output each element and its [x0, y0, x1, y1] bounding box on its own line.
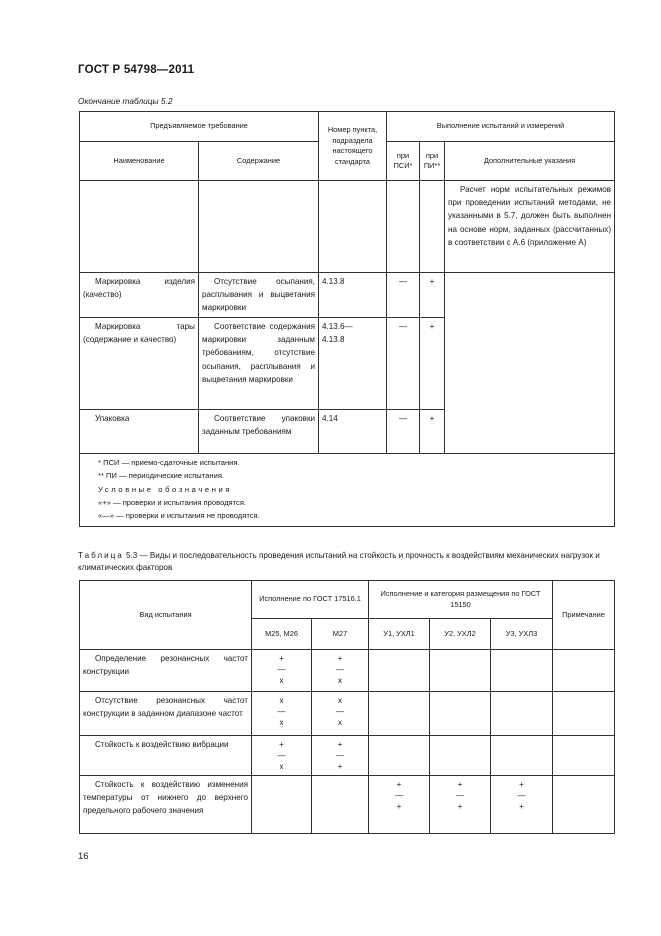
cell-u1 [369, 736, 430, 776]
row-name: Отсутствие резонансных частот конструкции в заданном диапазоне частот [80, 692, 252, 736]
header-pi: при ПИ** [420, 142, 445, 181]
row-psi [387, 181, 420, 273]
table-row [80, 736, 615, 776]
table-row [80, 650, 615, 692]
header-execution: Выполнение испытаний и измерений [387, 112, 615, 142]
cell-u2 [430, 692, 491, 736]
note-psi: * ПСИ — приемо-сдаточные испытания. [98, 458, 240, 467]
table-caption [78, 550, 614, 574]
table-row [80, 181, 615, 273]
row-pi: + [420, 318, 445, 410]
header-extra: Дополнительные указания [445, 142, 615, 181]
header-content: Содержание [199, 142, 319, 181]
cell-u3 [491, 736, 553, 776]
row-clause [319, 181, 387, 273]
cell-note [553, 736, 615, 776]
table-caption-label: Таблица [78, 551, 124, 560]
cell-note [553, 776, 615, 834]
row-pi [420, 181, 445, 273]
row-pi: + [420, 410, 445, 454]
row-clause: 4.13.8 [319, 273, 387, 318]
cell-u3 [491, 650, 553, 692]
cell-u2: + — + [430, 776, 491, 834]
row-pi: + [420, 273, 445, 318]
cell-m27: х — х [312, 692, 369, 736]
cell-m25: х — х [252, 692, 312, 736]
row-clause: 4.13.6— 4.13.8 [319, 318, 387, 410]
header-gost15150: Исполнение и категория размещения по ГОСТ 15150 [369, 581, 553, 619]
cell-m27: + — + [312, 736, 369, 776]
header-psi: при ПСИ* [387, 142, 420, 181]
header-u2: У2, УХЛ2 [430, 619, 491, 650]
row-psi: — [387, 318, 420, 410]
cell-u2 [430, 650, 491, 692]
table-caption-text: 5.3 — Виды и последовательность проведения испытаний на стойкость и прочность к воздействиям механических нагрузок и климатических факторов [78, 551, 600, 572]
row-psi: — [387, 410, 420, 454]
cell-m27 [312, 776, 369, 834]
note-dash: «—» — проверки и испытания не проводятся. [98, 511, 260, 521]
table-notes [80, 454, 615, 527]
row-content: Соответствие упаковки заданным требованиям [199, 410, 319, 454]
header-m25: М25, М26 [252, 619, 312, 650]
header-requirement: Предъявляемое требование [80, 112, 319, 142]
row-content [199, 181, 319, 273]
document-header: ГОСТ Р 54798—2011 [78, 64, 195, 76]
row-name [80, 181, 199, 273]
row-clause: 4.14 [319, 410, 387, 454]
table-caption: Окончание таблицы 5.2 [78, 96, 173, 106]
row-name: Определение резонансных частот конструкции [80, 650, 252, 692]
requirements-table [79, 111, 615, 527]
cell-note [553, 692, 615, 736]
header-test-type: Вид испытания [80, 581, 252, 650]
row-name: Упаковка [80, 410, 199, 454]
cell-m25: + — х [252, 736, 312, 776]
note-pi: ** ПИ — периодические испытания. [98, 471, 225, 481]
cell-m27: + — х [312, 650, 369, 692]
row-name: Стойкость к воздействию вибрации [80, 736, 252, 776]
header-u1: У1, УХЛ1 [369, 619, 430, 650]
row-content: Отсутствие осыпания, расплывания и выцветания маркировки [199, 273, 319, 318]
cell-u1: + — + [369, 776, 430, 834]
cell-u2 [430, 736, 491, 776]
row-name: Маркировка тары (содержание и качество) [80, 318, 199, 410]
cell-m25: + — х [252, 650, 312, 692]
header-clause: Номер пункта, подраздела настоящего стандарта [319, 112, 387, 181]
row-name: Маркировка изделия (качество) [80, 273, 199, 318]
row-extra: Расчет норм испытательных режимов при проведении испытаний методами, не указанными в 5.7, должен быть выполнен на основе норм, заданных (рассчитанных) в соответствии с А.6 (приложение А) [445, 181, 615, 273]
tests-table [79, 580, 615, 834]
cell-u3 [491, 692, 553, 736]
header-u3: У3, УХЛ3 [491, 619, 553, 650]
row-content: Соответствие содержания маркировки заданным требованиям, отсутствие осыпания, расплывания и выцветания маркировки [199, 318, 319, 410]
cell-u1 [369, 650, 430, 692]
row-name: Стойкость к воздействию изменения температуры от нижнего до верхнего предельного рабочего значения [80, 776, 252, 834]
legend-title: Условные обозначения [98, 484, 233, 494]
row-psi: — [387, 273, 420, 318]
cell-m25 [252, 776, 312, 834]
table-row [80, 776, 615, 834]
header-gost17516: Исполнение по ГОСТ 17516.1 [252, 581, 369, 619]
table-row [80, 692, 615, 736]
cell-u1 [369, 692, 430, 736]
cell-note [553, 650, 615, 692]
cell-u3: + — + [491, 776, 553, 834]
header-name: Наименование [80, 142, 199, 181]
page-number: 16 [78, 851, 89, 862]
header-m27: М27 [312, 619, 369, 650]
header-note: Примечание [553, 581, 615, 650]
note-plus: «+» — проверки и испытания проводятся. [98, 497, 247, 507]
table-row [80, 273, 615, 318]
